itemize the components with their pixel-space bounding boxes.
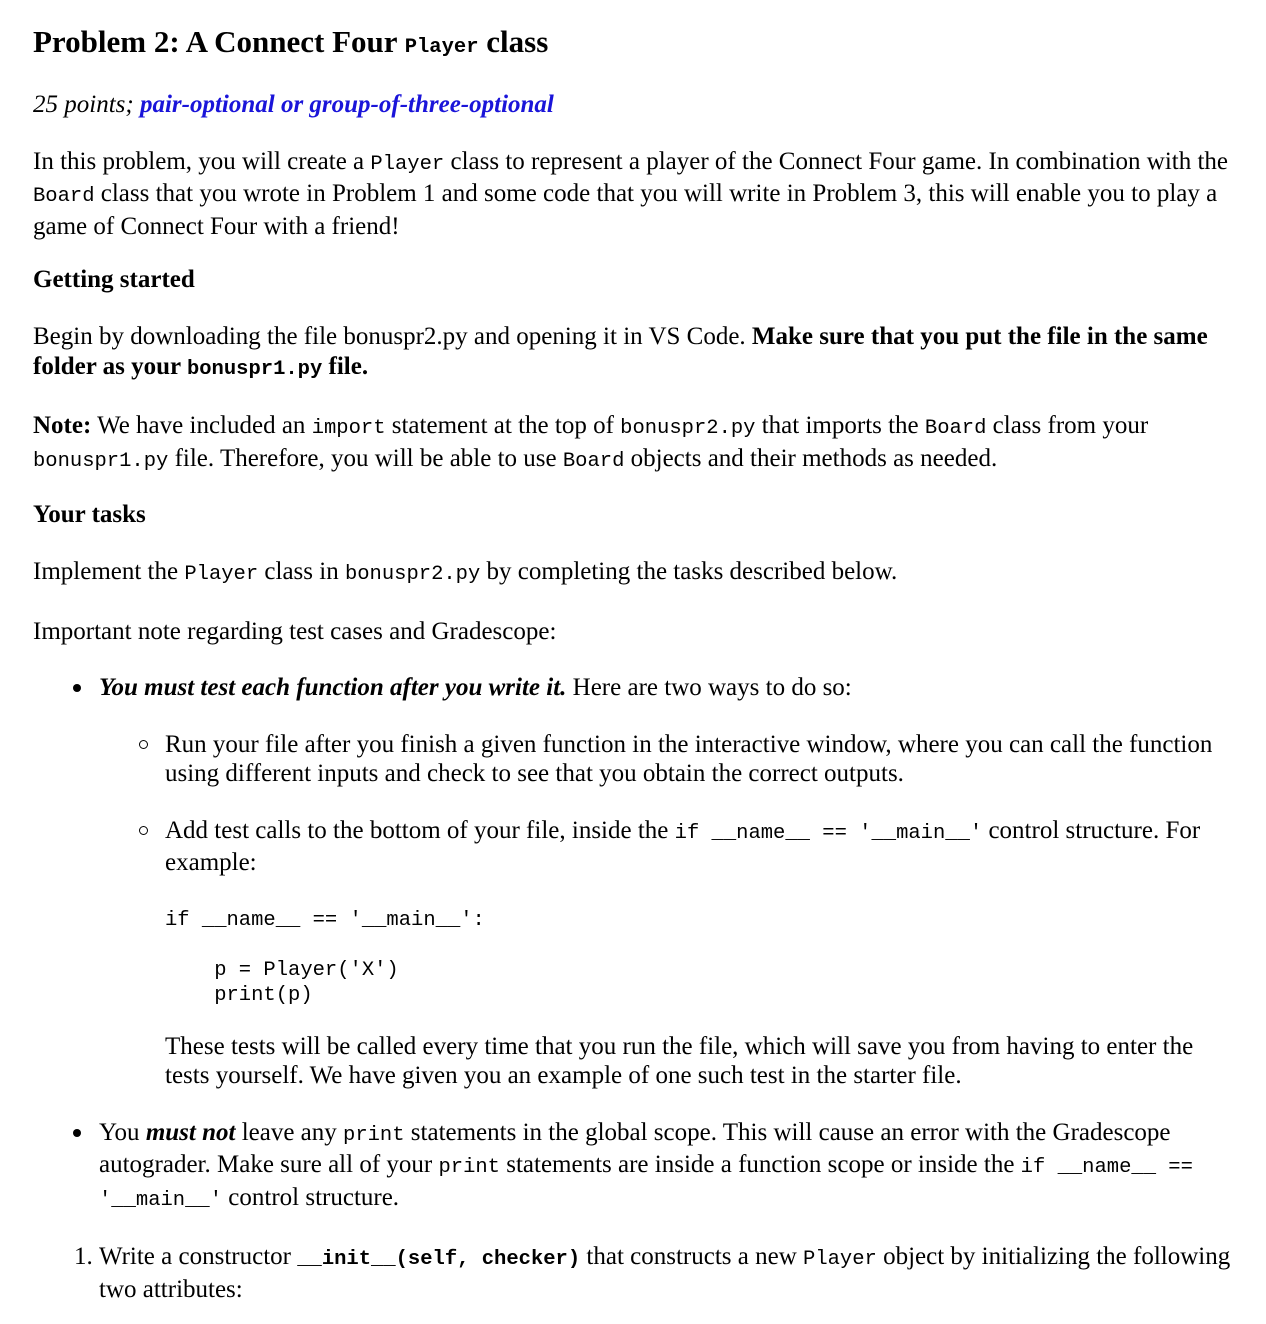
task-item-constructor: 1. Write a constructor __init__(self, checker) that constructs a new Player object by initializing the following two attributes: bbox=[99, 1242, 1236, 1304]
note-paragraph: Note: We have included an import statement at the top of bonuspr2.py that imports the Board class from your bonuspr1.py file. Therefore, you will be able to use Board objects and their methods as needed. bbox=[33, 412, 1149, 473]
list-item: You must test each function after you write it. Here are two ways to do so: Run your file after you finish a given function in the interactive window, where you can call the function using different inputs and check to see that you obtain the correct outputs. Add test calls to the bottom of your file, inside the if __name__ == '__main__' control structure. For example: if __name__ == '__main__': p = Player('X') print(p) These tests will be called every time that you run the file, which will save you from having to enter the tests yourself. We have given you an example of one such test in the starter file. bbox=[99, 673, 1236, 1091]
heading-your-tasks: Your tasks bbox=[33, 501, 146, 528]
testing-bullet-list bbox=[33, 673, 1236, 1215]
implement-paragraph: Implement the Player class in bonuspr2.py by completing the tasks described below. bbox=[33, 558, 898, 586]
list-item: Add test calls to the bottom of your file, inside the if __name__ == '__main__' control structure. For example: if __name__ == '__main__': p = Player('X') print(p) These tests will be called every time that you run the file, which will save you from having to enter the tests yourself. We have given you an example of one such test in the starter file. bbox=[165, 816, 1236, 1091]
after-code-paragraph: These tests will be called every time that you run the file, which will save you from having to enter the tests yourself. We have given you an example of one such test in the starter file. bbox=[165, 1032, 1194, 1089]
list-item: Run your file after you finish a given function in the interactive window, where you can call the function using different inputs and check to see that you obtain the correct outputs. bbox=[165, 730, 1236, 789]
code-example: if __name__ == '__main__': p = Player('X') print(p) bbox=[165, 908, 485, 1007]
page-title: Problem 2: A Connect Four Player class bbox=[33, 24, 549, 59]
collaboration-link[interactable]: pair-optional or group-of-three-optional bbox=[139, 91, 554, 118]
getting-started-paragraph: Begin by downloading the file bonuspr2.py and opening it in VS Code. Make sure that you put the file in the same folder as your bonuspr1.py file. bbox=[33, 323, 1208, 381]
points-line: 25 points; pair-optional or group-of-three-optional bbox=[33, 91, 554, 118]
intro-paragraph: In this problem, you will create a Player class to represent a player of the Connect Four game. In combination with the Board class that you wrote in Problem 1 and some code that you will write in Problem 3, this will enable you to play a game of Connect Four with a friend! bbox=[33, 147, 1229, 240]
testing-sub-list bbox=[99, 730, 1236, 1091]
important-note: Important note regarding test cases and Gradescope: bbox=[33, 617, 557, 645]
task-list bbox=[33, 1242, 1236, 1304]
list-item: You must not leave any print statements in the global scope. This will cause an error with the Gradescope autograder. Make sure all of your print statements are inside a function scope or inside the if __name__ == '__main__' control structure. bbox=[99, 1118, 1236, 1216]
title-class-code: Player bbox=[404, 36, 479, 59]
heading-getting-started: Getting started bbox=[33, 266, 195, 293]
